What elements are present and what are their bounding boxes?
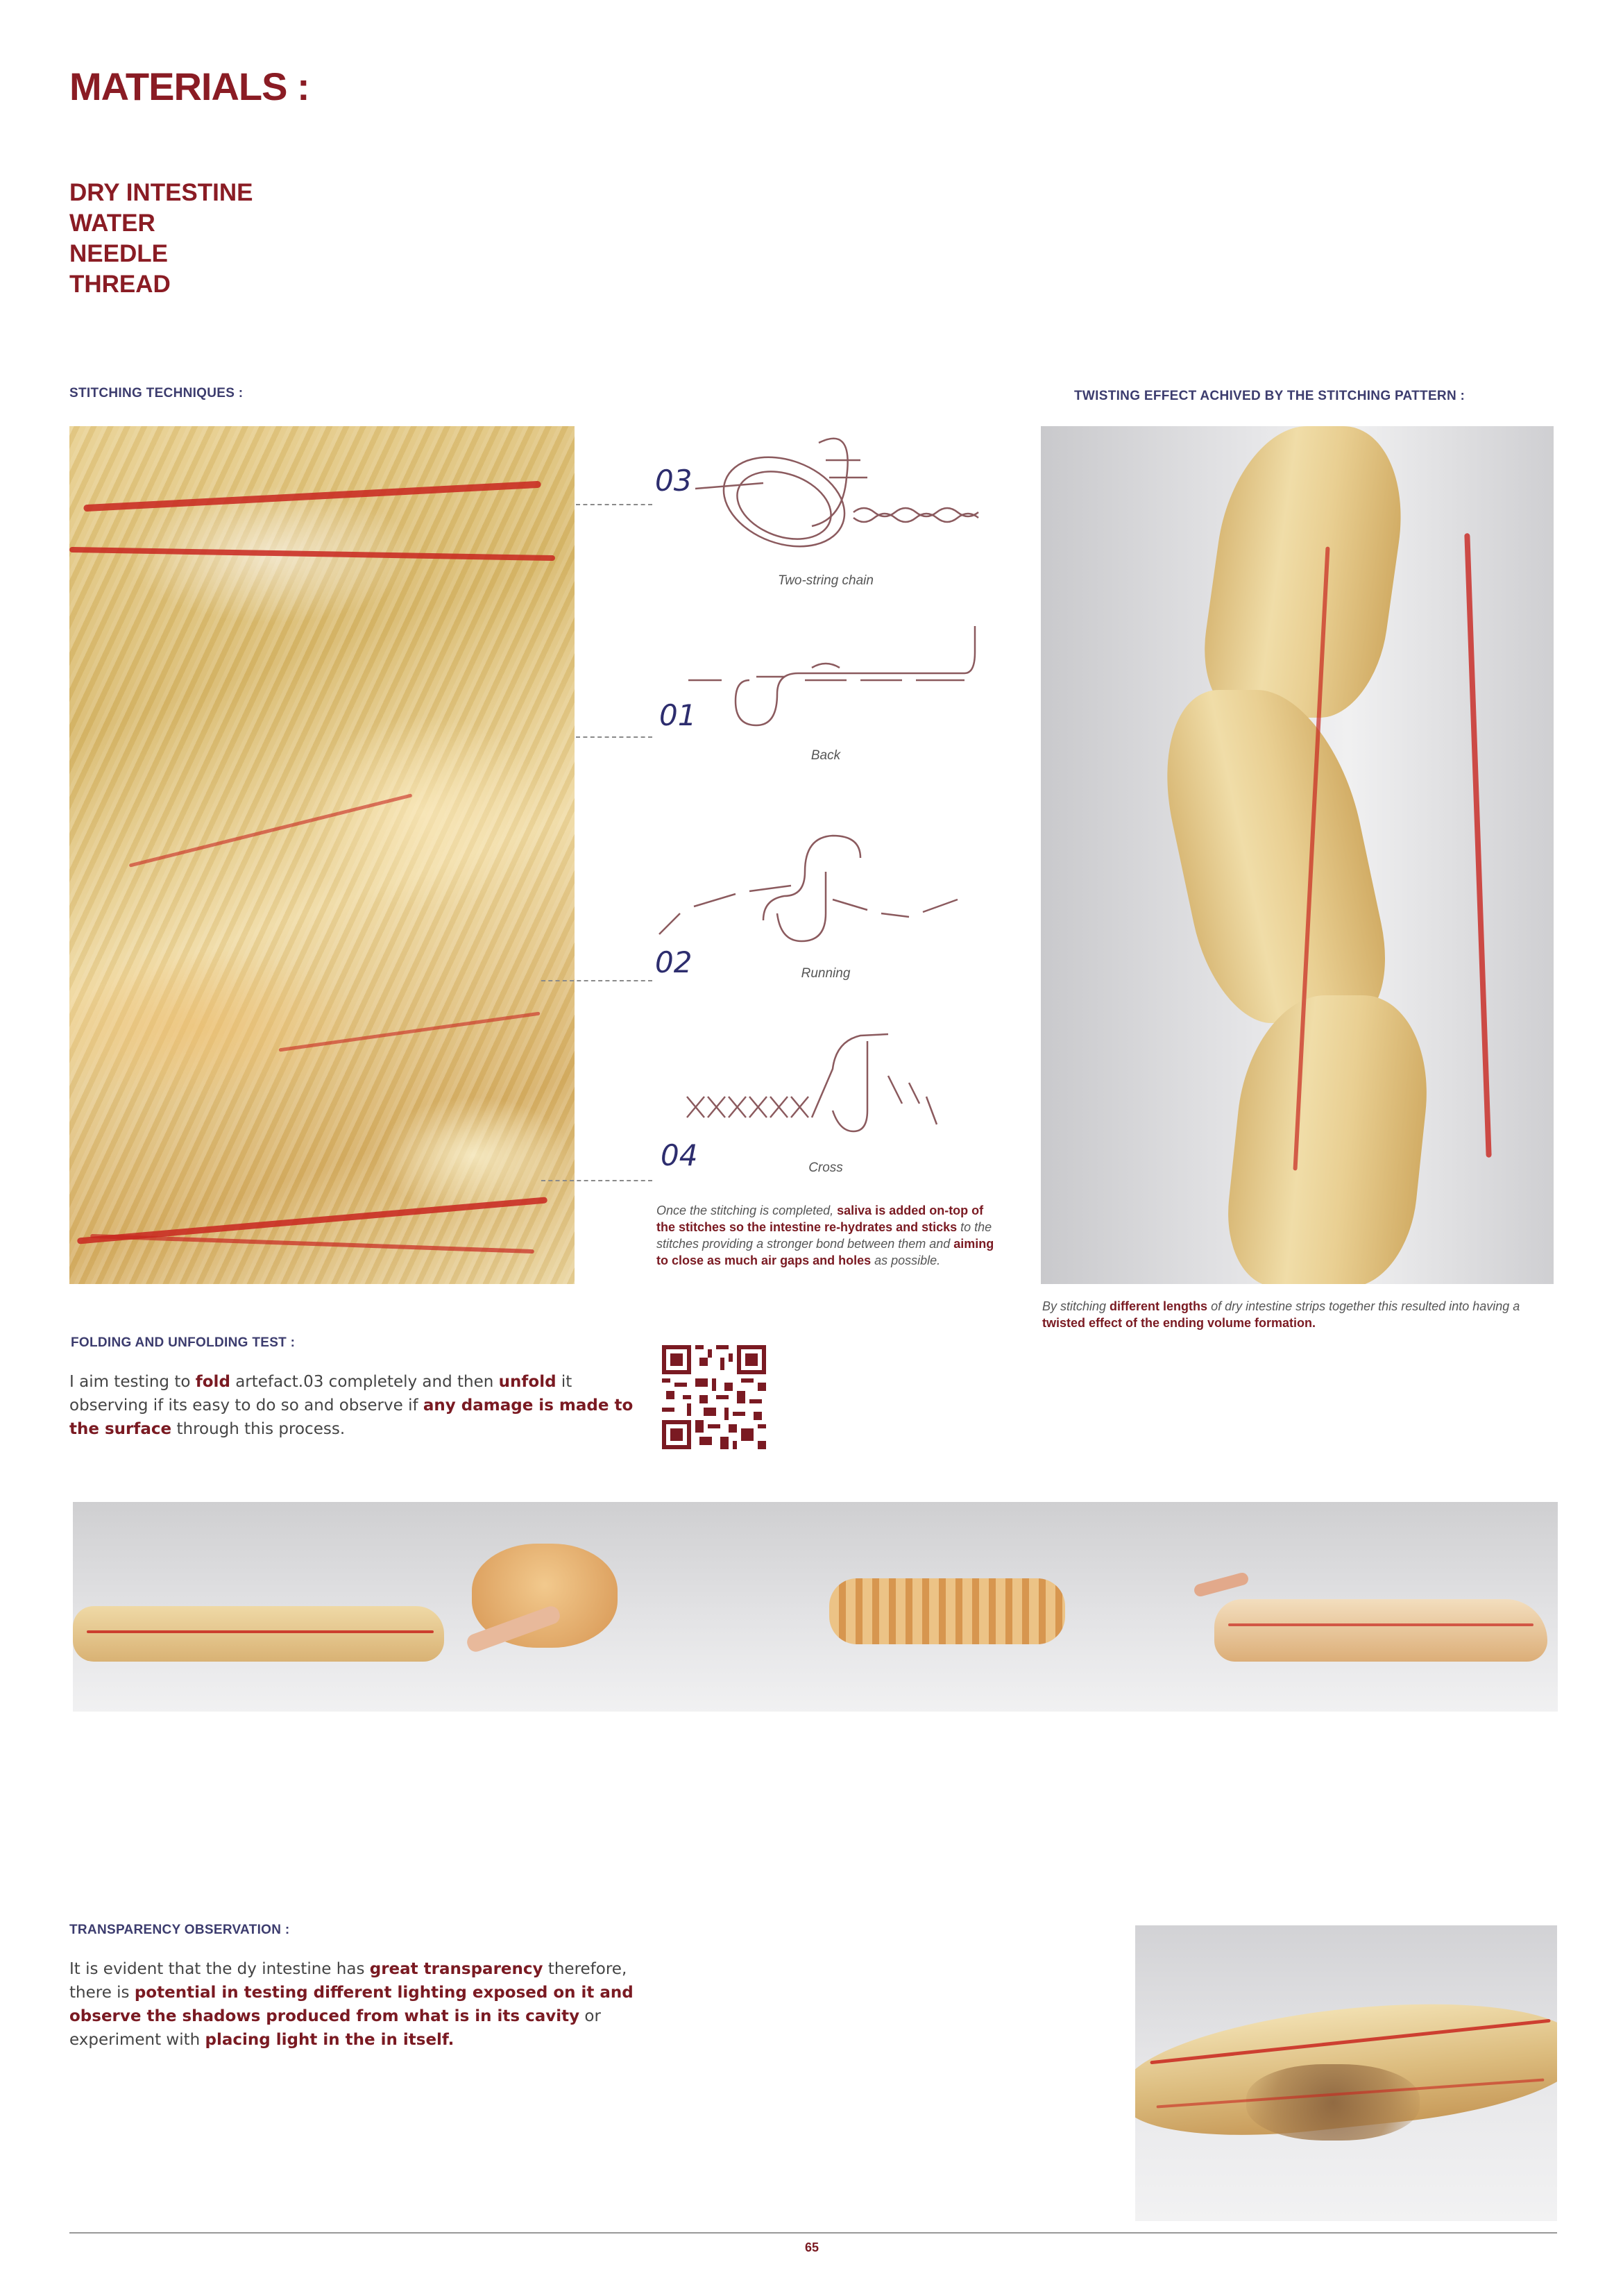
stitch-caption: Cross: [808, 1160, 843, 1175]
qr-code[interactable]: [662, 1345, 766, 1449]
folding-test-text: I aim testing to fold artefact.03 completely and then unfold it observing if its easy to do so and observe if any damage is made to the surface through this process.: [69, 1373, 634, 1438]
page-number: 65: [804, 2240, 819, 2254]
stitch-number: 01: [659, 698, 697, 732]
folding-photo-flat: [73, 1502, 444, 1712]
page-title: MATERIALS :: [69, 65, 309, 108]
material-item: DRY INTESTINE: [69, 179, 253, 206]
material-item: WATER: [69, 210, 155, 237]
leader-line: [541, 1180, 652, 1181]
cross-stitch-diagram: [680, 1027, 971, 1145]
folding-test-label: FOLDING AND UNFOLDING TEST :: [71, 1335, 296, 1350]
material-item: THREAD: [69, 271, 171, 298]
twisting-caption: By stitching different lengths of dry intestine strips together this resulted into having a twisted effect of the ending volume formation.: [1042, 1299, 1520, 1330]
footer-divider: [69, 2232, 1557, 2234]
stitching-techniques-label: STITCHING TECHNIQUES :: [69, 386, 244, 400]
folding-photo-unfolded: [1187, 1502, 1558, 1712]
leader-line: [576, 736, 652, 738]
stitch-caption: Back: [810, 748, 841, 763]
folding-photo-strip: [73, 1502, 1558, 1712]
stitch-number: 03: [655, 464, 692, 498]
stitch-number: 04: [661, 1138, 698, 1172]
folding-photo-compressed: [815, 1502, 1187, 1712]
stitch-caption: Two-string chain: [778, 573, 874, 588]
saliva-note: Once the stitching is completed, saliva is added on-top of the stitches so the intestine re-hydrates and sticks to the stitches providing a stronger bond between them and aiming to close as much air gaps and holes as possible.: [656, 1204, 994, 1267]
stitch-number: 02: [655, 945, 692, 979]
leader-line: [576, 504, 652, 505]
running-stitch-diagram: [652, 830, 971, 955]
transparency-text: It is evident that the dy intestine has great transparency therefore, there is potential in testing different lighting exposed on it and observe the shadows produced from what is in its cavity or experiment with placing light in the in itself.: [69, 1960, 634, 2049]
material-item: NEEDLE: [69, 240, 168, 267]
back-stitch-diagram: [687, 625, 992, 743]
twisted-intestine-photo: [1041, 426, 1554, 1284]
stitch-caption: Running: [801, 966, 851, 981]
leader-line: [541, 980, 652, 981]
transparency-label: TRANSPARENCY OBSERVATION :: [69, 1923, 290, 1937]
intestine-stitching-photo: [69, 426, 575, 1284]
two-string-chain-diagram: [694, 429, 1013, 575]
twisting-effect-label: TWISTING EFFECT ACHIVED BY THE STITCHING PATTERN :: [1074, 389, 1465, 403]
materials-list: [69, 178, 253, 300]
folding-photo-hand-fold: [444, 1502, 815, 1712]
transparency-photo: [1135, 1925, 1557, 2221]
